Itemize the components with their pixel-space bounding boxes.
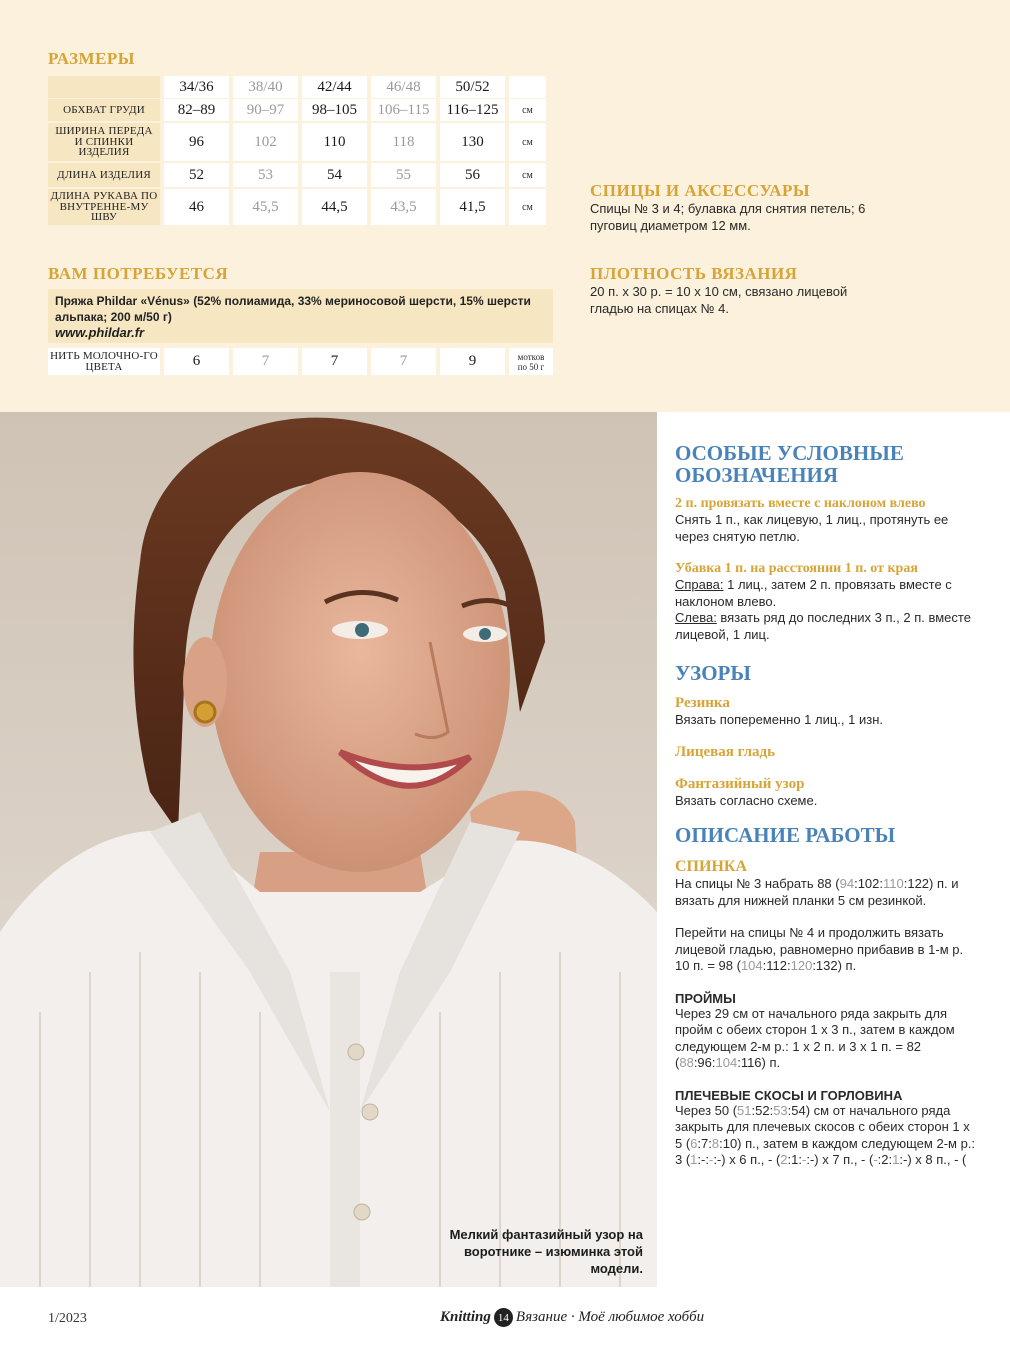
txt: На спицы № 3 набрать 88 ( [675,876,840,891]
txt: Через 50 ( [675,1102,738,1118]
table-cell: 55 [371,163,436,187]
right-text: 1 лиц., затем 2 п. провязать вместе с наклоном влево. [675,577,952,609]
yarn-cell: 6 [164,348,229,375]
special-title: ОСОБЫЕ УСЛОВНЫЕ ОБОЗНАЧЕНИЯ [675,441,904,487]
table-cell: 96 [164,123,229,161]
txt-alt: 8 [711,1135,720,1151]
armholes-p [675,1006,980,1072]
yarn-cell: 7 [371,348,436,375]
special-item2-left [675,610,980,643]
pattern1-title: Резинка [675,695,730,711]
row-label-chest: ОБХВАТ ГРУДИ [48,99,160,121]
txt: :1: [787,1152,802,1167]
row-label-sleeve: ДЛИНА РУКАВА ПО ВНУТРЕННЕ-МУ ШВУ [48,189,160,225]
txt-alt: 120 [790,958,813,973]
txt: :116) п. [737,1055,781,1070]
table-cell: 46 [164,189,229,225]
txt: :112: [762,958,791,973]
txt: :-) х 7 п., - ( [806,1152,874,1167]
row-label-length: ДЛИНА ИЗДЕЛИЯ [48,163,160,187]
table-cell: 41,5 [440,189,505,225]
table-cell: 110 [302,123,367,161]
unit-cell: см [509,99,546,121]
table-cell: 56 [440,163,505,187]
page-number: 14 [494,1308,513,1327]
txt-alt: 104 [740,958,763,973]
table-cell: 82–89 [164,99,229,121]
unit-header-empty [509,76,546,98]
row-label-width: ШИРИНА ПЕРЕДА И СПИНКИ ИЗДЕЛИЯ [48,123,160,161]
patterns-title: УЗОРЫ [675,661,752,685]
shoulders-p [675,1103,980,1169]
instructions-column [675,442,980,1169]
txt-alt: 53 [773,1102,788,1118]
txt-alt: - [802,1152,807,1167]
website-link[interactable]: www.phildar.fr [55,325,145,340]
table-cell: 52 [164,163,229,187]
footer-tagline: Вязание · Моё любимое хобби [515,1309,705,1325]
footer-brand-line [440,1308,704,1327]
txt: :-) х 8 п., - ( [899,1152,967,1167]
txt-alt: 1 [892,1152,900,1167]
txt-alt: 94 [839,876,855,891]
special-item2-right [675,577,980,610]
unit-cell: см [509,163,546,187]
txt-alt: 6 [690,1135,698,1151]
txt: :54) см от начального ряда закрыть для плечевых скосов с обеих сторон 1 х 5 ( [675,1102,970,1151]
special-item1-title: 2 п. провязать вместе с наклоном влево [675,496,926,511]
txt-alt: - [873,1152,878,1167]
table-cell: 130 [440,123,505,161]
pattern3-title: Фантазийный узор [675,775,805,792]
txt: :-) х 6 п., - ( [713,1152,781,1167]
txt: :7: [697,1135,712,1151]
yarn-color-label: НИТЬ МОЛОЧНО-ГО ЦВЕТА [48,348,160,375]
back-p1 [675,876,980,909]
txt-alt: 1 [690,1152,698,1167]
yarn-unit: мотков по 50 г [509,348,553,375]
txt: :132) п. [812,958,857,973]
table-cell: 44,5 [302,189,367,225]
table-cell: 102 [233,123,298,161]
txt: :-: [697,1152,709,1167]
table-cell: 116–125 [440,99,505,121]
model-illustration [0,412,657,1287]
yarn-name: «Vénus» [140,294,190,308]
txt: :10) п., затем в каждом следующем 2-м р.: 3 ( [675,1135,976,1167]
txt: :52: [751,1102,774,1118]
txt-alt: 110 [883,876,904,891]
yarn-desc: (52% полиамида, 33% мериносовой шерсти, 15% шерсти альпака; 200 м/50 г) [55,294,531,324]
txt: Через 29 см от начального ряда закрыть для пройм с обеих сторон 1 х 3 п., затем в каждом следующем 2-м р.: 1 х 2 п. и 3 х 1 п. = 82 ( [675,1005,955,1070]
table-cell: 118 [371,123,436,161]
txt-alt: 104 [715,1055,738,1070]
yarn-cell: 7 [233,348,298,375]
unit-cell: см [509,123,546,161]
issue-number: 1/2023 [48,1311,87,1326]
size-header: 46/48 [371,76,436,98]
gauge-title: ПЛОТНОСТЬ ВЯЗАНИЯ [590,264,798,283]
yarn-box [48,289,553,343]
yarn-cell: 7 [302,348,367,375]
yarn-brand: Пряжа Phildar [55,294,138,308]
txt: :122) п. и вязать для нижней планки 5 см резинкой. [675,876,959,908]
txt-alt: 2 [780,1152,788,1167]
needles-title: СПИЦЫ И АКСЕССУАРЫ [590,181,811,200]
back-title: СПИНКА [675,858,748,875]
pattern3-text: Вязать согласно схеме. [675,792,818,808]
photo-caption: Мелкий фантазийный узор на воротнике – изюминка этой модели. [449,1227,643,1276]
table-cell: 54 [302,163,367,187]
special-item2-title: Убавка 1 п. на расстоянии 1 п. от края [675,561,918,576]
yarn-cell: 9 [440,348,505,375]
model-photo [0,412,657,1287]
pattern1-text: Вязать попеременно 1 лиц., 1 изн. [675,712,883,727]
txt-alt: 51 [737,1102,752,1118]
size-header: 34/36 [164,76,229,98]
right-label: Справа: [675,577,724,592]
txt: :102: [854,876,883,891]
txt: Перейти на спицы № 4 и продолжить вязать лицевой гладью, равномерно прибавив в 1-м р. 10 п. = 98 ( [675,925,964,973]
gauge-text: 20 п. х 30 р. = 10 х 10 см, связано лицевой гладью на спицах № 4. [590,284,848,316]
left-text: вязать ряд до последних 3 п., 2 п. вместе лицевой, 1 лиц. [675,610,971,642]
table-cell: 45,5 [233,189,298,225]
txt: :2: [877,1152,893,1167]
special-item1-text: Снять 1 п., как лицевую, 1 лиц., протянуть ее через снятую петлю. [675,512,949,544]
size-header: 50/52 [440,76,505,98]
table-cell: 90–97 [233,99,298,121]
table-cell: 53 [233,163,298,187]
materials-title: ВАМ ПОТРЕБУЕТСЯ [48,264,229,283]
pattern2-title: Лицевая гладь [675,743,776,760]
left-label: Слева: [675,610,717,625]
sizes-header-empty [48,76,160,98]
txt-alt: 88 [679,1055,694,1070]
unit-cell: см [509,189,546,225]
txt: :96: [693,1055,716,1070]
table-cell: 43,5 [371,189,436,225]
size-header: 42/44 [302,76,367,98]
txt-alt: - [708,1152,714,1167]
footer-brand: Knitting [440,1309,491,1325]
sizes-title: РАЗМЕРЫ [48,49,135,68]
table-cell: 98–105 [302,99,367,121]
table-cell: 106–115 [371,99,436,121]
back-p2 [675,925,980,975]
armholes-title: ПРОЙМЫ [675,990,736,1006]
shoulders-title: ПЛЕЧЕВЫЕ СКОСЫ И ГОРЛОВИНА [675,1087,903,1103]
size-header: 38/40 [233,76,298,98]
needles-text: Спицы № 3 и 4; булавка для снятия петель; 6 пуговиц диаметром 12 мм. [590,201,866,233]
work-title: ОПИСАНИЕ РАБОТЫ [675,823,896,847]
